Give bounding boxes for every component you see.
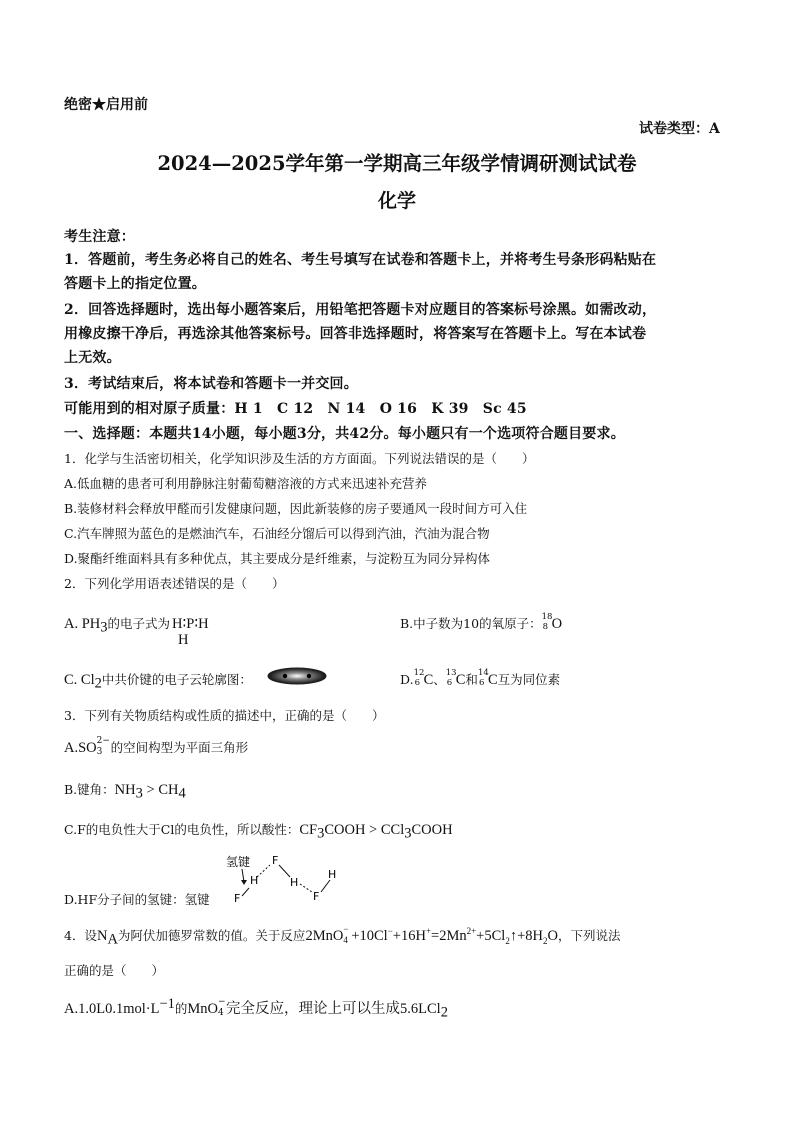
q4-a-amount: A.1.0L0.1mol·L — [64, 1001, 160, 1018]
q2-d-c14: C — [487, 672, 498, 688]
q3-b-ch4: CH — [158, 782, 179, 798]
electron-cloud-image — [266, 666, 328, 686]
q2-option-c — [64, 670, 252, 693]
q4-equation: 2MnO − 4 $+10Cl^-+16H^+=2Mn^{2+}+5Cl_2↑+8H_2O$ — [305, 923, 558, 946]
q3-option-b: B.键角：$NH_3 > CH_4$ — [64, 782, 186, 802]
atom-f2: F — [272, 854, 279, 867]
secret-label: 绝密★启用前 — [64, 97, 148, 113]
q3-stem: 3．下列有关物质结构或性质的描述中，正确的是（ ） — [64, 708, 385, 723]
q3-a-text: 的空间构型为平面三角形 — [110, 740, 249, 755]
q2-d-sep: 、 — [433, 672, 446, 687]
q2-a-sub: 3 — [100, 619, 108, 636]
q3-a-sub: 3 — [96, 746, 103, 757]
atom-f3: F — [313, 890, 320, 903]
q2-d-and: 和 — [465, 672, 478, 687]
q2-b-isotope — [541, 611, 553, 632]
q4-stem-line2: 正确的是（ ） — [64, 963, 165, 978]
q1-option-a: A.低血糖的患者可利用静脉注射葡萄糖溶液的方式来迅速补充营养 — [64, 476, 428, 491]
q3-option-d: D.HF分子间的氢键：氢键 — [64, 892, 210, 907]
notice-line-2: 答题卡上的指定位置。 — [64, 276, 206, 292]
q2-b-symbol: O — [551, 616, 563, 632]
notice-line-3: 2．回答选择题时，选出每小题答案后，用铅笔把答题卡对应题目的答案标号涂黑。如需改动， — [64, 302, 657, 318]
q2-a-text: 的电子式为 — [107, 616, 171, 631]
q2-a-formula-bottom-h: H — [178, 632, 189, 648]
q2-option-d — [400, 667, 561, 689]
q4-a-ion: MnO — [187, 1001, 219, 1018]
q2-stem: 2．下列化学用语表述错误的是（ ） — [64, 576, 285, 591]
q2-d-c12: C — [423, 672, 434, 688]
q2-d-num-3: 6 — [478, 677, 485, 688]
q2-c-text: 中共价键的电子云轮廓图： — [101, 672, 252, 687]
notice-heading: 考生注意： — [64, 229, 135, 245]
notice-line-6: 3．考试结束后，将本试卷和答题卡一并交回。 — [64, 376, 358, 392]
notice-line-5: 上无效。 — [64, 350, 121, 366]
q3-a-formula: A.SO — [64, 740, 97, 756]
q2-d-mass-1: 12 — [413, 667, 425, 678]
subject-title: 化学 — [377, 190, 416, 212]
q1-option-d: D.聚酯纤维面料具有多种优点，其主要成分是纤维素，与淀粉互为同分异构体 — [64, 551, 491, 566]
q1-option-b: B.装修材料会释放甲醛而引发健康问题，因此新装修的房子要通风一段时间方可入住 — [64, 501, 528, 516]
q3-a-charge: 2− — [96, 735, 110, 746]
q3-option-a — [64, 735, 249, 757]
q3-c-cf3: CF — [299, 822, 318, 838]
q2-b-number: 8 — [542, 621, 548, 632]
q2-d-mass-3: 14 — [477, 667, 489, 678]
section-heading: 一、选择题：本题共14小题，每小题3分，共42分。每小题只有一个选项符合题目要求。 — [64, 426, 625, 442]
q2-c-formula: C. Cl — [64, 672, 95, 688]
hf-hydrogen-bond-diagram — [220, 852, 350, 904]
q1-option-c: C.汽车牌照为蓝色的是燃油汽车，石油经分馏后可以得到汽油，汽油为混合物 — [64, 526, 490, 541]
atom-h1: H — [250, 874, 259, 887]
q2-b-mass: 18 — [541, 611, 553, 622]
q4-a-end: 完全反应，理论上可以生成5.6LCl — [226, 1001, 441, 1018]
q2-d-prefix: D. — [400, 672, 414, 687]
q3-c-op: > — [365, 822, 381, 838]
q3-c-ccl3: CCl — [380, 822, 405, 838]
q2-a-formula: A. PH — [64, 616, 101, 632]
q3-option-c: C.F的电负性大于Cl的电负性，所以酸性：$CF_3COOH$ > CCl$_3$COOH — [64, 822, 453, 842]
page-title: 2024—2025学年第一学期高三年级学情调研测试试卷 — [157, 152, 637, 175]
atomic-masses: 可能用到的相对原子质量：H 1 C 12 N 14 O 16 K 39 Sc 45 — [64, 401, 527, 417]
notice-line-4: 用橡皮擦干净后，再选涂其他答案标号。回答非选择题时，将答案写在答题卡上。写在本试卷 — [64, 326, 647, 342]
q4-option-a: $A.1.0L0.1mol\cdot L^{-1}$的MnO − 4 完全反应，理论上可以生成5.6LCl$_2$ — [64, 996, 448, 1021]
q2-b-text: B.中子数为10的氧原子： — [400, 616, 542, 631]
atom-h2: H — [290, 876, 299, 889]
q3-c-text: C.F的电负性大于Cl的电负性，所以酸性： — [64, 822, 300, 837]
q4-stem-line1: 4．设$N_A$为阿伏加德罗常数的值。关于反应2MnO − 4 $+10Cl^-+16H^+=2Mn^{2+}+5Cl_2↑+8H_2O$，下列说法 — [64, 923, 621, 948]
q2-c-sub: 2 — [94, 675, 102, 692]
q2-d-num-2: 6 — [446, 677, 453, 688]
q2-option-b — [400, 611, 563, 633]
q2-d-text: 互为同位素 — [497, 672, 561, 687]
q2-d-num-1: 6 — [414, 677, 420, 688]
q4-na: N — [96, 928, 108, 944]
paper-type: 试卷类型：A — [639, 121, 720, 137]
hbond-label: 氢键 — [226, 855, 251, 869]
q3-b-nh3: NH — [114, 782, 136, 798]
q3-b-op: > — [142, 782, 159, 798]
q2-d-mass-2: 13 — [445, 667, 457, 678]
notice-line-1: 1．答题前，考生务必将自己的姓名、考生号填写在试卷和答题卡上，并将考生号条形码粘贴在 — [64, 252, 657, 268]
atom-h3: H — [328, 868, 337, 881]
q1-stem: 1．化学与生活密切相关，化学知识涉及生活的方方面面。下列说法错误的是（ ） — [64, 451, 535, 466]
q2-a-electron-formula: H∶P∶H — [172, 616, 209, 632]
q3-b-text: B.键角： — [64, 782, 115, 797]
q2-d-c13: C — [455, 672, 466, 688]
atom-f1: F — [234, 892, 241, 904]
